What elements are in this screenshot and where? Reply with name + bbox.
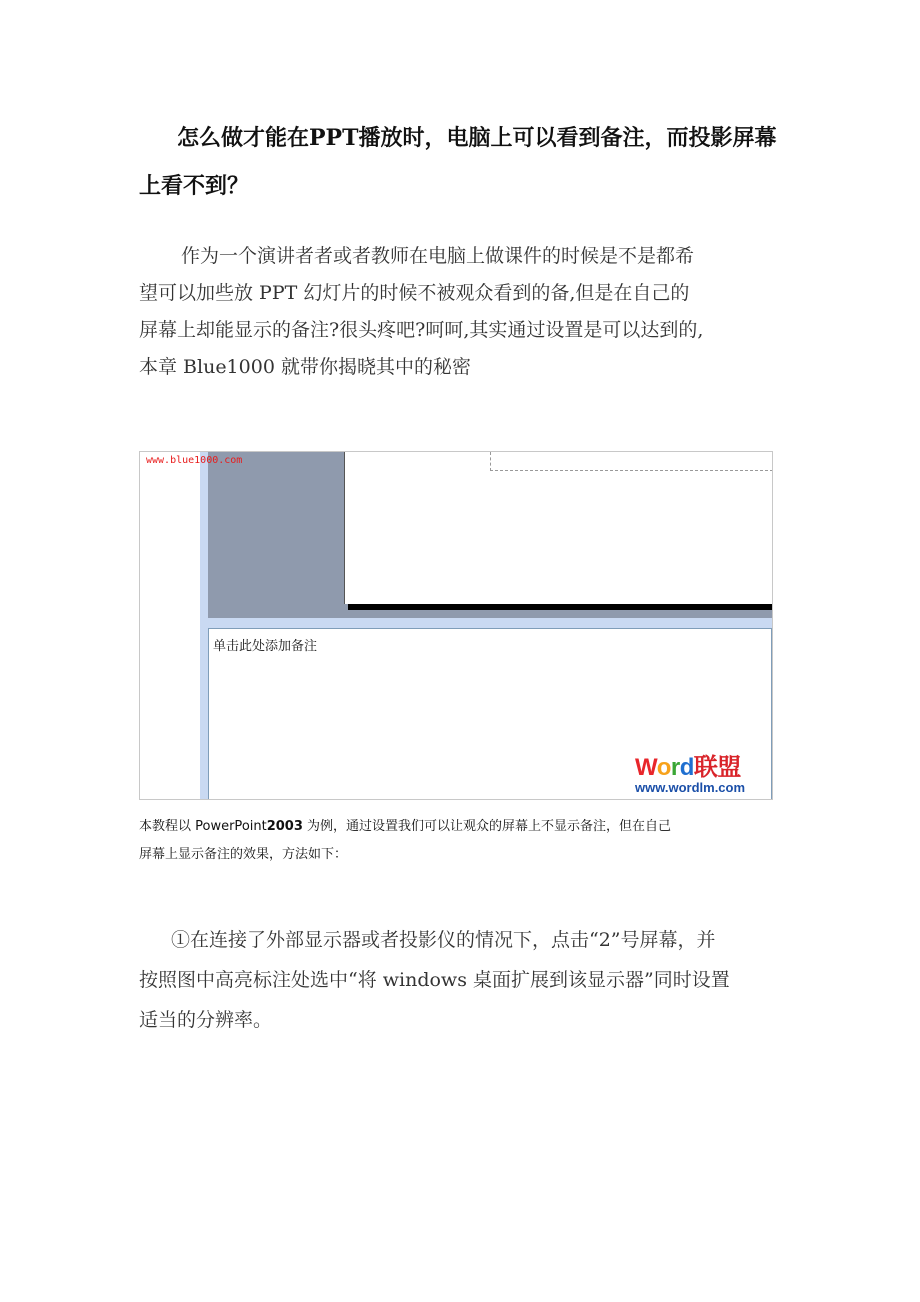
step-line: 适当的分辨率。 — [139, 1009, 273, 1031]
step-line: ①在连接了外部显示器或者投影仪的情况下，点击“2”号屏幕，并 — [171, 929, 716, 951]
notes-splitter — [208, 618, 772, 628]
article-title: 怎么做才能在PPT播放时，电脑上可以看到备注，而投影屏幕上看不到？ — [139, 125, 777, 199]
intro-line: 作为一个演讲者者或者教师在电脑上做课件的时候是不是都希 — [181, 245, 695, 267]
pane-divider — [200, 452, 208, 799]
figure-caption — [139, 813, 799, 869]
watermark-url: www.blue1000.com — [146, 455, 243, 466]
slide-placeholder-box — [490, 452, 773, 471]
step-paragraph — [139, 920, 799, 1040]
logo-url: www.wordlm.com — [635, 780, 746, 795]
logo-wordmark: Word联盟 — [635, 753, 741, 781]
slide-canvas — [344, 452, 773, 604]
intro-line: 本章 Blue1000 就带你揭晓其中的秘密 — [139, 356, 471, 378]
caption-line: 本教程以 PowerPoint2003 为例，通过设置我们可以让观众的屏幕上不显示备注，但在自己 — [139, 819, 672, 834]
slide-shadow — [348, 604, 772, 610]
step-line: 按照图中高亮标注处选中“将 windows 桌面扩展到该显示器”同时设置 — [139, 969, 730, 991]
powerpoint-notes-screenshot — [139, 451, 773, 800]
intro-line: 屏幕上却能显示的备注?很头疼吧?呵呵,其实通过设置是可以达到的, — [139, 319, 704, 341]
intro-paragraph — [139, 238, 799, 386]
notes-placeholder: 单击此处添加备注 — [213, 639, 318, 654]
intro-line: 望可以加些放 PPT 幻灯片的时候不被观众看到的备,但是在自己的 — [139, 282, 690, 304]
caption-line: 屏幕上显示备注的效果，方法如下： — [139, 847, 348, 862]
notes-pane — [208, 628, 772, 800]
slide-thumbnail-pane — [140, 452, 200, 799]
wordlm-logo — [635, 754, 765, 795]
